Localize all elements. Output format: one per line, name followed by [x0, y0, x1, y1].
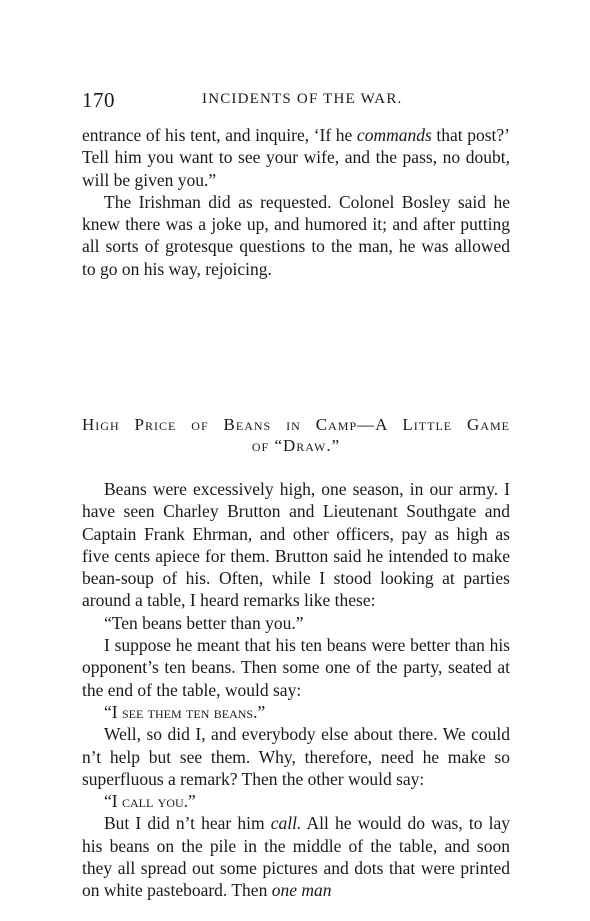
paragraph: Well, so did I, and everybody else about there. We could n’t help but see them. Why, therefore, need he make so superfluous a remark? Then the other would say: [82, 724, 510, 789]
italic-text-run: commands [356, 125, 432, 145]
page-header [82, 88, 512, 112]
quoted-line: “I see them ten beans.” [104, 701, 266, 722]
paragraph: Beans were excessively high, one season, in our army. I have seen Charley Brutton and Lieutenant Southgate and Captain Frank Ehrman, and other officers, pay as high as five cents apiece for them. Brutton said he intended to make bean-soup of his. Often, while I stood looking at parties around a table, I heard remarks like these: [82, 479, 510, 611]
quoted-line: “Ten beans better than you.” [104, 612, 304, 633]
paragraph [82, 812, 510, 901]
text-run: But I did n’t hear him [104, 813, 271, 834]
continued-text [82, 124, 510, 280]
text-run: All he would do was, to lay his beans on the pile in the middle of the table, and soon they all spread out some pictures and dots that were printed on white pasteboard. Then [82, 813, 510, 901]
section-heading [82, 414, 510, 456]
section-heading-line: High Price of Beans in Camp—A Little Game [82, 415, 510, 434]
section-heading-line: of “Draw.” [251, 436, 341, 455]
italic-text-run: one man [271, 880, 332, 901]
paragraph: The Irishman did as requested. Colonel Bosley said he knew there was a joke up, and humored it; and after putting all sorts of grotesque questions to the man, he was allowed to go on his way, rejoicing. [82, 191, 510, 279]
page-number: 170 [82, 88, 115, 112]
section-body [82, 478, 510, 902]
running-head: INCIDENTS OF THE WAR. [202, 91, 403, 107]
quoted-line: “I call you.” [104, 791, 196, 812]
text-run: entrance of his tent, and inquire, ‘If he [82, 125, 357, 145]
continued-paragraph [82, 124, 510, 191]
paragraph: I suppose he meant that his ten beans were better than his opponent’s ten beans. Then some one of the party, seated at the end of the table, would say: [82, 635, 510, 700]
text-run: that post?’ Tell him you want to see your wife, and the pass, no doubt, will be given you.” [82, 125, 510, 190]
italic-text-run: call. [270, 813, 302, 834]
